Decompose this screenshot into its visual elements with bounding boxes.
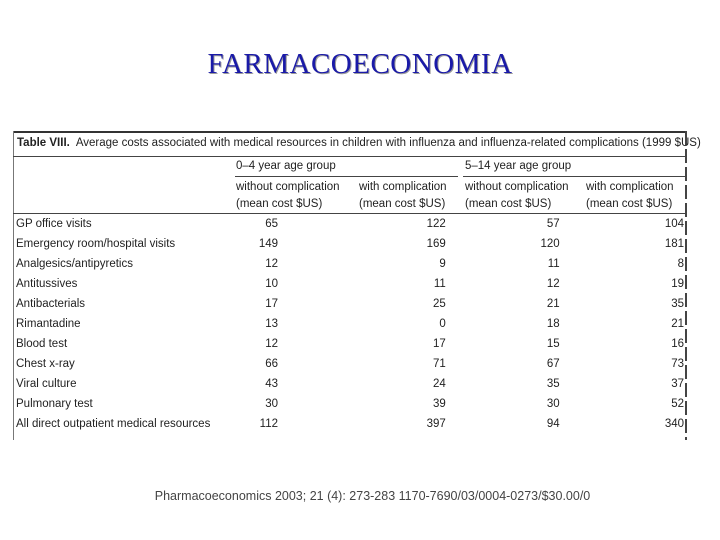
row-label: Emergency room/hospital visits <box>16 238 176 250</box>
cell-value: 19 <box>671 278 684 290</box>
row-label: Viral culture <box>16 378 77 390</box>
table-caption-text: Average costs associated with medical resources in children with influenza and influenza-related complications (1999 $US) <box>75 137 701 149</box>
cell-value: 21 <box>546 298 560 310</box>
cell-value: 25 <box>432 298 446 310</box>
cell-value: 21 <box>671 318 684 330</box>
cell-value: 17 <box>265 298 278 310</box>
row-label: All direct outpatient medical resources <box>16 418 211 430</box>
cell-value: 122 <box>426 218 446 230</box>
table-row <box>16 274 684 294</box>
cell-value: 43 <box>265 378 278 390</box>
table-row <box>16 294 684 314</box>
group-header-0-4: 0–4 year age group <box>236 160 336 172</box>
cell-value: 11 <box>433 278 446 290</box>
subheader-col-4: with complication (mean cost $US) <box>586 181 674 210</box>
cell-value: 65 <box>265 218 278 230</box>
group-rule-5-14 <box>463 176 685 177</box>
cell-value: 18 <box>546 318 560 330</box>
row-label: Antitussives <box>16 278 78 290</box>
cell-value: 397 <box>426 418 446 430</box>
row-label: Analgesics/antipyretics <box>16 258 133 270</box>
cell-value: 39 <box>432 398 446 410</box>
table-left-border <box>13 131 14 440</box>
cell-value: 13 <box>265 318 278 330</box>
cell-value: 52 <box>671 398 684 410</box>
table-row <box>16 334 684 354</box>
cell-value: 35 <box>546 378 560 390</box>
cell-value: 12 <box>546 278 560 290</box>
cell-value: 149 <box>258 238 278 250</box>
cell-value: 11 <box>547 258 560 270</box>
cell-value: 73 <box>671 358 684 370</box>
table-caption <box>17 137 701 149</box>
cell-value: 35 <box>671 298 684 310</box>
table-number: Table VIII. <box>17 137 70 149</box>
table-row <box>16 354 684 374</box>
table-row <box>16 414 684 434</box>
cell-value: 112 <box>259 418 278 430</box>
group-header-5-14: 5–14 year age group <box>465 160 572 172</box>
row-label: Pulmonary test <box>16 398 93 410</box>
caption-rule <box>13 156 685 157</box>
table-row <box>16 214 684 234</box>
slide-title: FARMACOECONOMIA <box>207 48 513 80</box>
cell-value: 57 <box>546 218 560 230</box>
cell-value: 15 <box>546 338 560 350</box>
cell-value: 120 <box>540 238 560 250</box>
cell-value: 181 <box>664 238 684 250</box>
table-row <box>16 374 684 394</box>
cell-value: 30 <box>546 398 560 410</box>
cell-value: 24 <box>432 378 446 390</box>
cell-value: 66 <box>265 358 278 370</box>
table-row <box>16 254 684 274</box>
cell-value: 104 <box>664 218 684 230</box>
cost-table-body <box>16 214 684 434</box>
citation: Pharmacoeconomics 2003; 21 (4): 273-283 1170-7690/03/0004-0273/$30.00/0 <box>154 489 591 503</box>
table-top-border <box>13 131 687 133</box>
cell-value: 340 <box>664 418 684 430</box>
cell-value: 94 <box>546 418 560 430</box>
cost-table <box>13 131 701 440</box>
cell-value: 37 <box>671 378 684 390</box>
subheader-col-1: without complication (mean cost $US) <box>236 181 340 210</box>
cell-value: 71 <box>432 358 446 370</box>
row-label: Blood test <box>16 338 68 350</box>
row-label: Antibacterials <box>16 298 86 310</box>
subheader-col-3: without complication (mean cost $US) <box>465 181 569 210</box>
table-row <box>16 314 684 334</box>
subheader-col-2: with complication (mean cost $US) <box>359 181 447 210</box>
row-label: Chest x-ray <box>16 358 75 370</box>
cell-value: 10 <box>265 278 278 290</box>
table-row <box>16 394 684 414</box>
row-label: Rimantadine <box>16 318 81 330</box>
cell-value: 12 <box>265 258 278 270</box>
cell-value: 30 <box>265 398 278 410</box>
cell-value: 16 <box>671 338 684 350</box>
cell-value: 17 <box>432 338 446 350</box>
table-row <box>16 234 684 254</box>
cell-value: 0 <box>439 318 446 330</box>
cell-value: 8 <box>677 258 684 270</box>
cell-value: 67 <box>546 358 560 370</box>
cell-value: 9 <box>439 258 446 270</box>
group-rule-0-4 <box>235 176 458 177</box>
cell-value: 12 <box>265 338 278 350</box>
table-right-border <box>685 131 687 440</box>
row-label: GP office visits <box>16 218 92 230</box>
cell-value: 169 <box>426 238 446 250</box>
